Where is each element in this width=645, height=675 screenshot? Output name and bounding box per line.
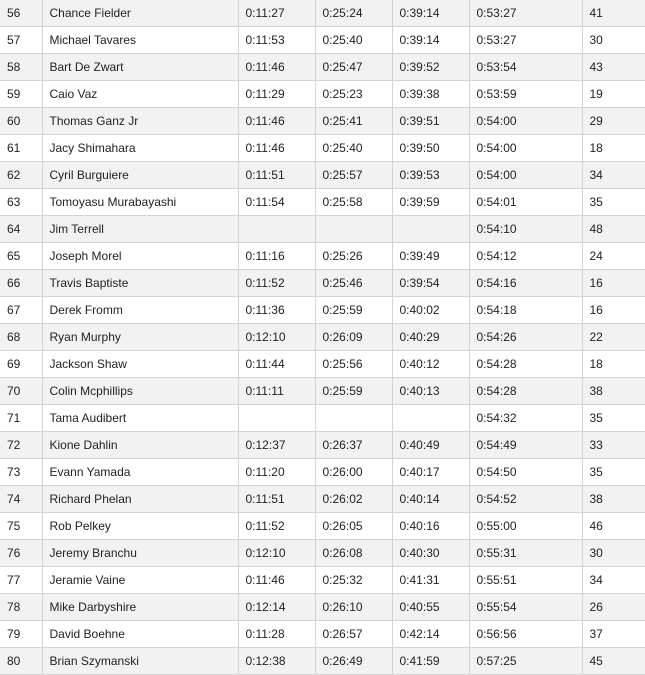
name-cell: Derek Fromm [42, 297, 238, 324]
split3-cell: 0:42:14 [392, 621, 469, 648]
name-cell: Cyril Burguiere [42, 162, 238, 189]
name-cell: Jackson Shaw [42, 351, 238, 378]
split1-cell: 0:11:27 [238, 0, 315, 27]
split3-cell [392, 216, 469, 243]
split2-cell: 0:25:57 [315, 162, 392, 189]
split1-cell: 0:11:36 [238, 297, 315, 324]
finish-time-cell: 0:54:00 [469, 162, 582, 189]
split2-cell: 0:25:40 [315, 135, 392, 162]
split2-cell: 0:25:32 [315, 567, 392, 594]
split2-cell [315, 216, 392, 243]
place-cell: 59 [0, 81, 42, 108]
place-cell: 77 [0, 567, 42, 594]
split2-cell: 0:26:00 [315, 459, 392, 486]
finish-time-cell: 0:54:00 [469, 135, 582, 162]
table-row [0, 324, 645, 351]
split2-cell: 0:26:08 [315, 540, 392, 567]
name-cell: Ryan Murphy [42, 324, 238, 351]
split3-cell: 0:40:14 [392, 486, 469, 513]
place-cell: 61 [0, 135, 42, 162]
table-row [0, 270, 645, 297]
table-row [0, 351, 645, 378]
split2-cell: 0:25:56 [315, 351, 392, 378]
split1-cell: 0:12:38 [238, 648, 315, 675]
split2-cell: 0:26:57 [315, 621, 392, 648]
split1-cell: 0:11:28 [238, 621, 315, 648]
age-cell: 26 [582, 594, 645, 621]
place-cell: 63 [0, 189, 42, 216]
finish-time-cell: 0:53:27 [469, 27, 582, 54]
split1-cell: 0:11:51 [238, 486, 315, 513]
split1-cell: 0:11:29 [238, 81, 315, 108]
age-cell: 34 [582, 567, 645, 594]
age-cell: 30 [582, 27, 645, 54]
finish-time-cell: 0:54:01 [469, 189, 582, 216]
table-row [0, 594, 645, 621]
name-cell: Richard Phelan [42, 486, 238, 513]
name-cell: Brian Szymanski [42, 648, 238, 675]
name-cell: Jeramie Vaine [42, 567, 238, 594]
split2-cell: 0:25:46 [315, 270, 392, 297]
place-cell: 67 [0, 297, 42, 324]
place-cell: 58 [0, 54, 42, 81]
finish-time-cell: 0:56:56 [469, 621, 582, 648]
table-row [0, 189, 645, 216]
table-row [0, 621, 645, 648]
table-row [0, 567, 645, 594]
place-cell: 76 [0, 540, 42, 567]
place-cell: 65 [0, 243, 42, 270]
split1-cell: 0:12:14 [238, 594, 315, 621]
place-cell: 60 [0, 108, 42, 135]
place-cell: 78 [0, 594, 42, 621]
finish-time-cell: 0:54:26 [469, 324, 582, 351]
place-cell: 64 [0, 216, 42, 243]
split1-cell [238, 216, 315, 243]
age-cell: 16 [582, 297, 645, 324]
split2-cell: 0:25:59 [315, 297, 392, 324]
name-cell: Kione Dahlin [42, 432, 238, 459]
split2-cell: 0:26:10 [315, 594, 392, 621]
split1-cell: 0:11:52 [238, 513, 315, 540]
table-row [0, 108, 645, 135]
age-cell: 38 [582, 486, 645, 513]
finish-time-cell: 0:55:31 [469, 540, 582, 567]
table-row [0, 243, 645, 270]
finish-time-cell: 0:54:49 [469, 432, 582, 459]
split3-cell: 0:40:49 [392, 432, 469, 459]
place-cell: 70 [0, 378, 42, 405]
finish-time-cell: 0:54:50 [469, 459, 582, 486]
split1-cell: 0:11:46 [238, 54, 315, 81]
split3-cell: 0:41:59 [392, 648, 469, 675]
table-row [0, 459, 645, 486]
finish-time-cell: 0:54:10 [469, 216, 582, 243]
age-cell: 37 [582, 621, 645, 648]
split2-cell: 0:25:24 [315, 0, 392, 27]
table-row [0, 486, 645, 513]
place-cell: 72 [0, 432, 42, 459]
split1-cell: 0:11:53 [238, 27, 315, 54]
name-cell: Tomoyasu Murabayashi [42, 189, 238, 216]
finish-time-cell: 0:55:00 [469, 513, 582, 540]
split2-cell: 0:25:26 [315, 243, 392, 270]
name-cell: Travis Baptiste [42, 270, 238, 297]
split3-cell: 0:40:29 [392, 324, 469, 351]
split2-cell: 0:26:02 [315, 486, 392, 513]
finish-time-cell: 0:55:54 [469, 594, 582, 621]
place-cell: 68 [0, 324, 42, 351]
split3-cell: 0:40:55 [392, 594, 469, 621]
name-cell: Tama Audibert [42, 405, 238, 432]
split1-cell: 0:11:46 [238, 108, 315, 135]
name-cell: Jacy Shimahara [42, 135, 238, 162]
split3-cell: 0:40:13 [392, 378, 469, 405]
split3-cell: 0:39:14 [392, 0, 469, 27]
age-cell: 35 [582, 189, 645, 216]
split3-cell [392, 405, 469, 432]
split3-cell: 0:39:49 [392, 243, 469, 270]
age-cell: 41 [582, 0, 645, 27]
age-cell: 19 [582, 81, 645, 108]
split3-cell: 0:40:16 [392, 513, 469, 540]
split2-cell: 0:25:59 [315, 378, 392, 405]
split3-cell: 0:39:14 [392, 27, 469, 54]
table-row [0, 162, 645, 189]
split1-cell: 0:11:44 [238, 351, 315, 378]
table-row [0, 54, 645, 81]
split3-cell: 0:39:38 [392, 81, 469, 108]
place-cell: 71 [0, 405, 42, 432]
table-row [0, 27, 645, 54]
name-cell: Joseph Morel [42, 243, 238, 270]
name-cell: Rob Pelkey [42, 513, 238, 540]
place-cell: 56 [0, 0, 42, 27]
split1-cell: 0:11:51 [238, 162, 315, 189]
table-row [0, 81, 645, 108]
age-cell: 38 [582, 378, 645, 405]
place-cell: 66 [0, 270, 42, 297]
place-cell: 80 [0, 648, 42, 675]
table-row [0, 405, 645, 432]
split2-cell: 0:26:09 [315, 324, 392, 351]
table-row [0, 0, 645, 27]
age-cell: 35 [582, 459, 645, 486]
split3-cell: 0:41:31 [392, 567, 469, 594]
age-cell: 48 [582, 216, 645, 243]
split3-cell: 0:39:54 [392, 270, 469, 297]
split2-cell: 0:25:23 [315, 81, 392, 108]
place-cell: 74 [0, 486, 42, 513]
split1-cell: 0:11:54 [238, 189, 315, 216]
finish-time-cell: 0:54:12 [469, 243, 582, 270]
split3-cell: 0:39:50 [392, 135, 469, 162]
split3-cell: 0:40:12 [392, 351, 469, 378]
split2-cell: 0:25:41 [315, 108, 392, 135]
place-cell: 69 [0, 351, 42, 378]
finish-time-cell: 0:54:52 [469, 486, 582, 513]
place-cell: 57 [0, 27, 42, 54]
finish-time-cell: 0:54:18 [469, 297, 582, 324]
age-cell: 35 [582, 405, 645, 432]
finish-time-cell: 0:54:32 [469, 405, 582, 432]
finish-time-cell: 0:54:16 [469, 270, 582, 297]
split3-cell: 0:39:52 [392, 54, 469, 81]
split1-cell: 0:12:10 [238, 540, 315, 567]
place-cell: 62 [0, 162, 42, 189]
split2-cell: 0:25:58 [315, 189, 392, 216]
name-cell: Caio Vaz [42, 81, 238, 108]
finish-time-cell: 0:54:28 [469, 351, 582, 378]
split1-cell: 0:12:10 [238, 324, 315, 351]
split1-cell [238, 405, 315, 432]
age-cell: 29 [582, 108, 645, 135]
name-cell: Evann Yamada [42, 459, 238, 486]
place-cell: 75 [0, 513, 42, 540]
name-cell: Bart De Zwart [42, 54, 238, 81]
name-cell: Chance Fielder [42, 0, 238, 27]
name-cell: Jeremy Branchu [42, 540, 238, 567]
age-cell: 34 [582, 162, 645, 189]
split1-cell: 0:11:46 [238, 567, 315, 594]
split3-cell: 0:39:51 [392, 108, 469, 135]
split1-cell: 0:11:20 [238, 459, 315, 486]
split3-cell: 0:40:02 [392, 297, 469, 324]
age-cell: 43 [582, 54, 645, 81]
age-cell: 22 [582, 324, 645, 351]
age-cell: 45 [582, 648, 645, 675]
split2-cell: 0:26:37 [315, 432, 392, 459]
finish-time-cell: 0:54:00 [469, 108, 582, 135]
split2-cell [315, 405, 392, 432]
split2-cell: 0:26:49 [315, 648, 392, 675]
table-row [0, 216, 645, 243]
age-cell: 16 [582, 270, 645, 297]
finish-time-cell: 0:54:28 [469, 378, 582, 405]
split3-cell: 0:39:53 [392, 162, 469, 189]
age-cell: 24 [582, 243, 645, 270]
table-row [0, 378, 645, 405]
name-cell: Thomas Ganz Jr [42, 108, 238, 135]
name-cell: David Boehne [42, 621, 238, 648]
age-cell: 18 [582, 351, 645, 378]
finish-time-cell: 0:53:59 [469, 81, 582, 108]
name-cell: Mike Darbyshire [42, 594, 238, 621]
table-row [0, 135, 645, 162]
name-cell: Michael Tavares [42, 27, 238, 54]
finish-time-cell: 0:55:51 [469, 567, 582, 594]
finish-time-cell: 0:53:27 [469, 0, 582, 27]
split2-cell: 0:25:47 [315, 54, 392, 81]
age-cell: 18 [582, 135, 645, 162]
table-row [0, 513, 645, 540]
split3-cell: 0:40:30 [392, 540, 469, 567]
split1-cell: 0:11:16 [238, 243, 315, 270]
split1-cell: 0:12:37 [238, 432, 315, 459]
age-cell: 33 [582, 432, 645, 459]
split2-cell: 0:26:05 [315, 513, 392, 540]
split1-cell: 0:11:52 [238, 270, 315, 297]
table-row [0, 297, 645, 324]
name-cell: Colin Mcphillips [42, 378, 238, 405]
finish-time-cell: 0:53:54 [469, 54, 582, 81]
age-cell: 30 [582, 540, 645, 567]
split3-cell: 0:40:17 [392, 459, 469, 486]
split1-cell: 0:11:11 [238, 378, 315, 405]
name-cell: Jim Terrell [42, 216, 238, 243]
table-row [0, 648, 645, 675]
split2-cell: 0:25:40 [315, 27, 392, 54]
place-cell: 73 [0, 459, 42, 486]
finish-time-cell: 0:57:25 [469, 648, 582, 675]
split1-cell: 0:11:46 [238, 135, 315, 162]
split3-cell: 0:39:59 [392, 189, 469, 216]
table-row [0, 432, 645, 459]
table-row [0, 540, 645, 567]
place-cell: 79 [0, 621, 42, 648]
age-cell: 46 [582, 513, 645, 540]
